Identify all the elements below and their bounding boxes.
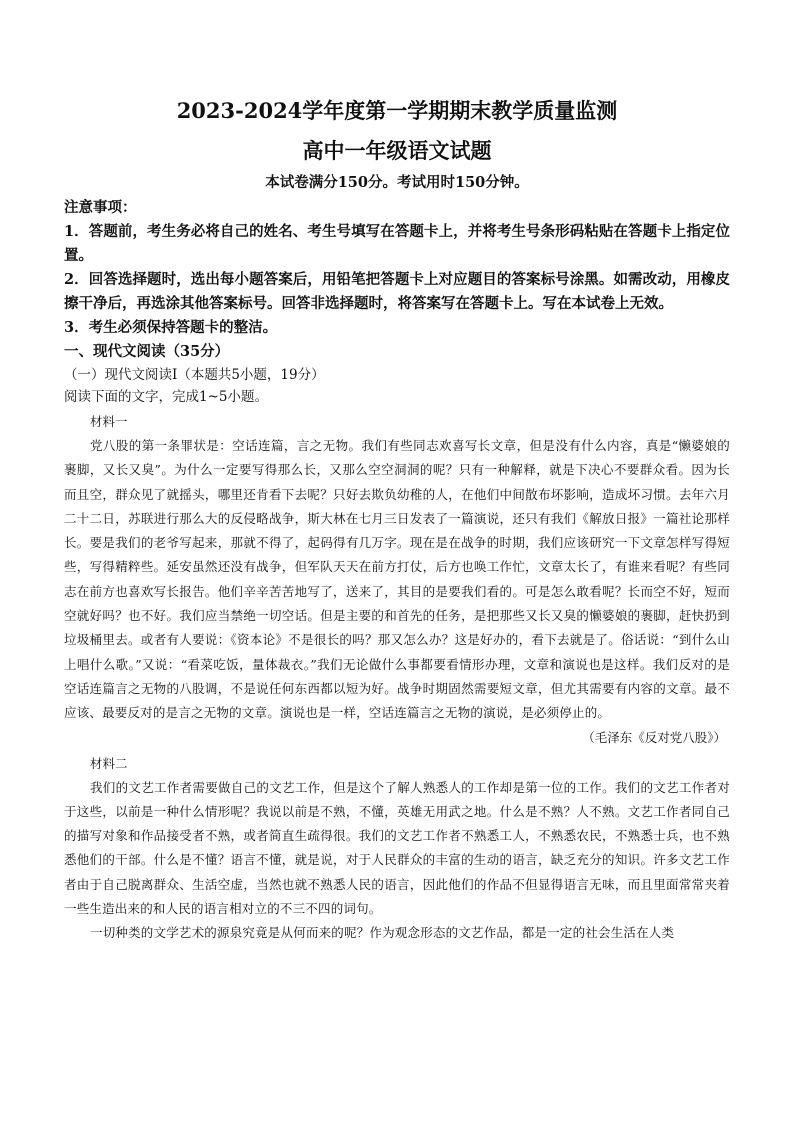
notice-item-1: 1．答题前，考生务必将自己的姓名、考生号填写在答题卡上，并将考生号条形码粘贴在答题卡上指定位置。 xyxy=(64,223,730,264)
material-one-label: 材料一 xyxy=(90,414,128,429)
exam-title: 2023-2024学年度第一学期期末教学质量监测 xyxy=(176,98,618,123)
material-one-source: （毛泽东《反对党八股》） xyxy=(582,729,726,745)
exam-info: 本试卷满分150分。考试用时150分钟。 xyxy=(265,174,529,191)
material-one xyxy=(64,410,730,750)
material-two xyxy=(64,752,730,946)
exam-subtitle: 高中一年级语文试题 xyxy=(302,138,492,163)
section-reading xyxy=(64,340,730,408)
notice-item-2: 2．回答选择题时，选出每小题答案后，用铅笔把答题卡上对应题目的答案标号涂黑。如需改动，用橡皮擦干净后，再选涂其他答案标号。回答非选择题时，将答案写在答题卡上。写在本试卷上无效。 xyxy=(64,271,730,312)
material-two-paragraph-1: 我们的文艺工作者需要做自己的文艺工作，但是这个了解人熟悉人的工作却是第一位的工作。我们的文艺工作者对于这些，以前是一种什么情形呢？我说以前是不熟，不懂，英雄无用武之地。什么是不熟？人不熟。文艺工作者同自己的描写对象和作品接受者不熟，或者简直生疏得很。我们的文艺工作者不熟悉工人，不熟悉农民，不熟悉士兵，也不熟悉他们的干部。什么是不懂？语言不懂，就是说，对于人民群众的丰富的生动的语言，缺乏充分的知识。许多文艺工作者由于自己脱离群众、生活空虚，当然也就不熟悉人民的语言，因此他们的作品不但显得语言无味，而且里面常常夹着一些生造出来的和人民的语言相对立的不三不四的词句。 xyxy=(64,779,730,917)
section-instruction: 阅读下面的文字，完成1~5小题。 xyxy=(64,389,268,405)
notice-block xyxy=(64,196,730,340)
section-heading: 一、现代文阅读（35分） xyxy=(64,343,230,360)
material-two-label: 材料二 xyxy=(90,755,128,771)
section-subheading: （一）现代文阅读Ⅰ（本题共5小题，19分） xyxy=(64,367,325,383)
material-two-paragraph-2: 一切种类的文学艺术的源泉究竟是从何而来的呢？作为观念形态的文艺作品，都是一定的社会生活在人类 xyxy=(90,925,675,941)
notice-title: 注意事项： xyxy=(64,199,137,216)
material-one-paragraph: 党八股的第一条罪状是：空话连篇，言之无物。我们有些同志欢喜写长文章，但是没有什么内容，真是“懒婆娘的裹脚，又长又臭”。为什么一定要写得那么长，又那么空空洞洞的呢？只有一种解释，就是下决心不要群众看。因为长而且空，群众见了就摇头，哪里还肯看下去呢？只好去欺负幼稚的人，在他们中间散布坏影响，造成坏习惯。去年六月二十二日，苏联进行那么大的反侵略战争，斯大林在七月三日发表了一篇演说，还只有我们《解放日报》一篇社论那样长。要是我们的老爷写起来，那就不得了，起码得有几万字。现在是在战争的时期，我们应该研究一下文章怎样写得短些，写得精粹些。延安虽然还没有战争，但军队天天在前方打仗，后方也唤工作忙，文章太长了，有谁来看呢？有些同志在前方也喜欢写长报告。他们辛辛苦苦地写了，送来了，其目的是要我们看的。可是怎么敢看呢？长而空不好，短而空就好吗？也不好。我们应当禁绝一切空话。但是主要的和首先的任务，是把那些又长又臭的懒婆娘的裹脚，赶快扔到垃圾桶里去。或者有人要说：《资本论》不是很长的吗？那又怎么办？这是好办的，看下去就是了。俗话说：“到什么山上唱什么歌。”又说：“看菜吃饭，量体裁衣。”我们无论做什么事都要看情形办理，文章和演说也是这样。我们反对的是空话连篇言之无物的八股调，不是说任何东西都以短为好。战争时期固然需要短文章，但尤其需要有内容的文章。最不应该、最要反对的是言之无物的文章。演说也是一样，空话连篇言之无物的演说，是必须停止的。 xyxy=(64,438,730,721)
notice-item-3: 3．考生必须保持答题卡的整洁。 xyxy=(64,319,278,336)
